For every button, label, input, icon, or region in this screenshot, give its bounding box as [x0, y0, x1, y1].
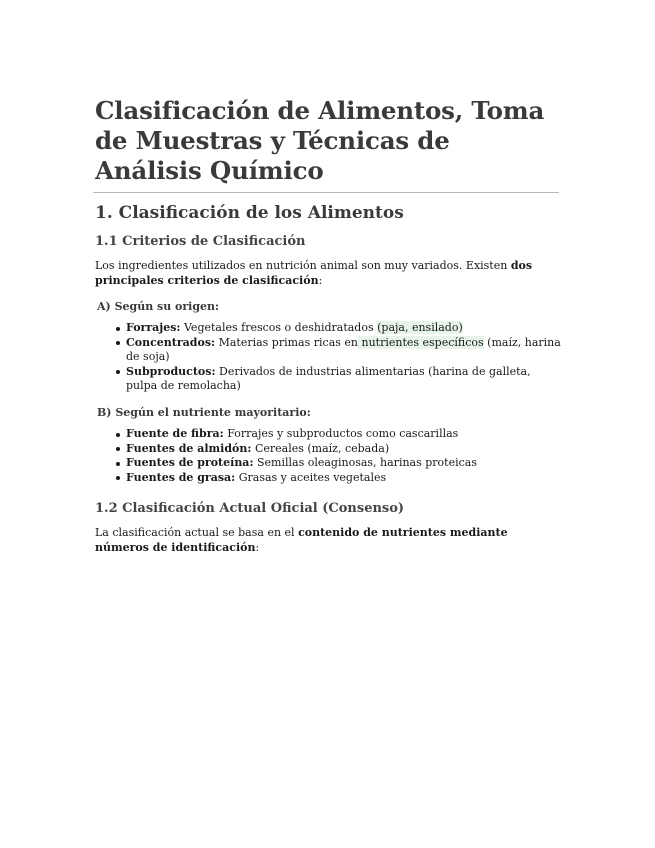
document-title: Clasificación de Alimentos, Toma de Muestras y Técnicas de Análisis Químico	[95, 96, 545, 185]
list-item-fibra	[95, 427, 561, 442]
intro-end: :	[318, 273, 323, 287]
term-concentrados: Concentrados:	[126, 335, 216, 349]
intro-bold: dos principales criterios de clasificación	[95, 259, 533, 287]
title-divider	[93, 192, 559, 193]
consenso-paragraph	[95, 526, 561, 555]
group-b-label: B) Según el nutriente mayoritario:	[97, 406, 311, 419]
list-item-subproductos	[95, 365, 561, 394]
group-a-list	[95, 321, 561, 394]
term-subproductos: Subproductos:	[126, 364, 216, 378]
text-almidon: Cereales (maíz, cebada)	[251, 441, 390, 455]
text-forrajes: Vegetales frescos o deshidratados	[180, 321, 378, 334]
term-grasa: Fuentes de grasa:	[126, 470, 236, 484]
consenso-bold: contenido de nutrientes mediante números de identificación	[95, 526, 508, 554]
text-subproductos: Derivados de industrias alimentarias (harina de galleta, pulpa de remolacha)	[126, 364, 531, 393]
term-forrajes: Forrajes:	[126, 321, 181, 334]
document-page	[95, 96, 561, 554]
term-fibra: Fuente de fibra:	[126, 427, 224, 440]
text-concentrados: Materias primas ricas en	[215, 335, 358, 349]
text-fibra: Forrajes y subproductos como cascarillas	[223, 427, 459, 440]
highlight-concentrados: nutrientes específicos	[357, 335, 484, 349]
list-item-proteina	[95, 456, 561, 471]
tail-concentrados: (maíz, harina de soja)	[126, 335, 561, 364]
consenso-end: :	[255, 540, 260, 554]
text-grasa: Grasas y aceites vegetales	[235, 470, 387, 484]
list-item-concentrados	[95, 336, 561, 365]
section-heading-clasificacion: 1. Clasificación de los Alimentos	[95, 203, 404, 223]
text-proteina: Semillas oleaginosas, harinas proteicas	[253, 456, 477, 470]
list-item-forrajes	[95, 321, 561, 336]
group-a-label: A) Según su origen:	[97, 300, 220, 313]
highlight-forrajes: (paja, ensilado)	[377, 321, 463, 334]
subsection-heading-oficial: 1.2 Clasificación Actual Oficial (Consenso)	[95, 501, 405, 516]
list-item-almidon	[95, 442, 561, 457]
consenso-text: La clasificación actual se basa en el	[95, 526, 299, 539]
list-item-grasa	[95, 471, 561, 486]
intro-paragraph	[95, 259, 561, 288]
group-b-list	[95, 427, 561, 485]
subsection-heading-criterios: 1.1 Criterios de Clasificación	[95, 234, 306, 249]
term-proteina: Fuentes de proteína:	[126, 456, 254, 470]
term-almidon: Fuentes de almidón:	[126, 441, 252, 455]
intro-text: Los ingredientes utilizados en nutrición animal son muy variados. Existen	[95, 259, 511, 272]
